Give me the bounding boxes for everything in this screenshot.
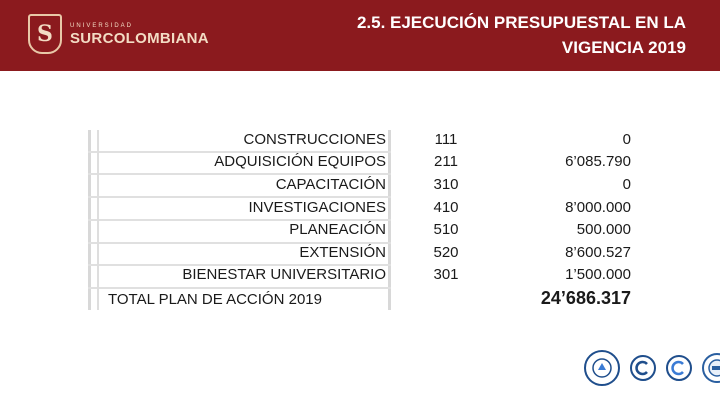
budget-item-code: 211 <box>434 153 458 170</box>
shield-logo-icon: S <box>28 14 62 54</box>
slide-title-line-1: 2.5. EJECUCIÓN PRESUPUESTAL EN LA <box>356 13 686 32</box>
budget-item-name: PLANEACIÓN <box>289 221 386 238</box>
budget-item-amount: 8’600.527 <box>565 244 631 261</box>
budget-item-name: CONSTRUCCIONES <box>243 131 386 148</box>
certification-logos <box>584 350 720 386</box>
logo-subtitle: UNIVERSIDAD <box>70 22 134 29</box>
budget-item-amount: 0 <box>622 131 631 148</box>
budget-item-amount: 500.000 <box>576 221 631 238</box>
budget-item-code: 510 <box>433 221 459 238</box>
total-label: TOTAL PLAN DE ACCIÓN 2019 <box>108 291 322 308</box>
budget-item-amount: 0 <box>622 176 631 193</box>
table-column-divider <box>97 130 99 310</box>
university-logo <box>28 14 209 54</box>
budget-item-code: 410 <box>433 199 459 216</box>
iqnet-icon <box>666 355 692 381</box>
logo-text <box>70 22 209 47</box>
budget-item-code: 520 <box>433 244 459 261</box>
budget-item-code: 301 <box>433 266 459 283</box>
header-bar <box>0 0 720 71</box>
slide-title <box>266 10 686 60</box>
icontec-icon <box>630 355 656 381</box>
budget-item-code: 310 <box>433 176 459 193</box>
certification-seal-icon <box>584 350 620 386</box>
budget-item-code: 111 <box>434 131 458 148</box>
budget-item-amount: 1’500.000 <box>565 266 631 283</box>
budget-item-name: ADQUISICIÓN EQUIPOS <box>214 153 386 170</box>
accreditation-icon <box>702 353 720 383</box>
slide-title-line-2: VIGENCIA 2019 <box>561 38 686 57</box>
budget-item-amount: 8’000.000 <box>565 199 631 216</box>
logo-name: SURCOLOMBIANA <box>70 29 209 47</box>
budget-item-name: BIENESTAR UNIVERSITARIO <box>182 266 386 283</box>
budget-item-name: CAPACITACIÓN <box>275 176 386 193</box>
budget-item-name: EXTENSIÓN <box>299 244 386 261</box>
total-amount: 24’686.317 <box>540 288 631 308</box>
budget-item-name: INVESTIGACIONES <box>248 199 386 216</box>
budget-item-amount: 6’085.790 <box>565 153 631 170</box>
